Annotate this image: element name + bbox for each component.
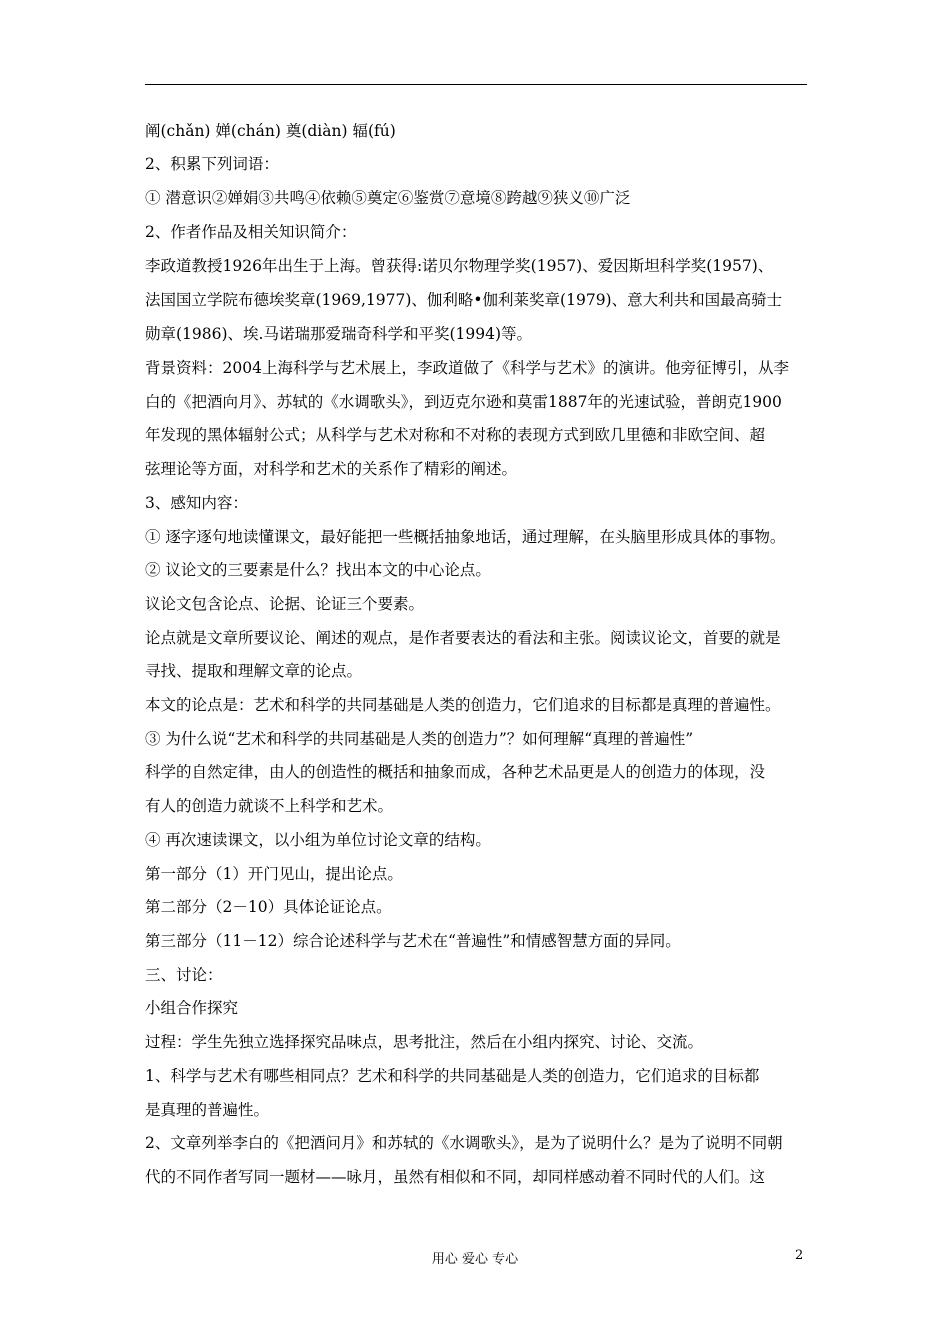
text-line: ① 潜意识②婵娟③共鸣④依赖⑤奠定⑥鉴赏⑦意境⑧跨越⑨狭义⑩广泛: [145, 189, 631, 207]
text-line: 议论文包含论点、论据、论证三个要素。: [145, 595, 425, 613]
text-line: 三、讨论：: [145, 966, 223, 984]
header-rule: [145, 84, 807, 85]
text-line: 2、积累下列词语：: [145, 155, 279, 173]
text-line: 背景资料：2004上海科学与艺术展上，李政道做了《科学与艺术》的演讲。他旁征博引，从李: [145, 359, 789, 377]
text-line: ① 逐字逐句地读懂课文，最好能把一些概括抽象地话，通过理解，在头脑里形成具体的事物。: [145, 528, 786, 546]
text-line: ③ 为什么说“艺术和科学的共同基础是人类的创造力”？如何理解“真理的普遍性”: [145, 730, 694, 748]
text-line: 本文的论点是：艺术和科学的共同基础是人类的创造力，它们追求的目标都是真理的普遍性。: [145, 696, 781, 714]
text-line: 过程：学生先独立选择探究品味点，思考批注，然后在小组内探究、讨论、交流。: [145, 1033, 704, 1051]
text-line: 第三部分（11－12）综合论述科学与艺术在“普遍性”和情感智慧方面的异同。: [145, 932, 681, 950]
text-line: 小组合作探究: [145, 999, 239, 1017]
page-footer: [0, 1248, 950, 1268]
text-line: 第二部分（2－10）具体论证论点。: [145, 898, 392, 916]
text-line: 是真理的普遍性。: [145, 1101, 270, 1119]
text-line: ④ 再次速读课文，以小组为单位讨论文章的结构。: [145, 831, 491, 849]
page-number: 2: [795, 1248, 804, 1263]
text-line: 弦理论等方面，对科学和艺术的关系作了精彩的阐述。: [145, 460, 518, 478]
footer-motto: 用心 爱心 专心: [431, 1252, 519, 1267]
text-line: 李政道教授1926年出生于上海。曾获得:诺贝尔物理学奖(1957)、爱因斯坦科学奖(1957)、: [145, 257, 774, 275]
text-line: 1、科学与艺术有哪些相同点？艺术和科学的共同基础是人类的创造力，它们追求的目标都: [145, 1067, 760, 1085]
text-line: ② 议论文的三要素是什么？找出本文的中心论点。: [145, 561, 491, 579]
text-line: 2、作者作品及相关知识简介：: [145, 223, 357, 241]
text-line: 寻找、提取和理解文章的论点。: [145, 662, 363, 680]
text-line: 科学的自然定律，由人的创造性的概括和抽象而成，各种艺术品更是人的创造力的体现，没: [145, 763, 766, 781]
text-line: 3、感知内容：: [145, 494, 248, 512]
text-line: 论点就是文章所要议论、阐述的观点，是作者要表达的看法和主张。阅读议论文，首要的就是: [145, 629, 781, 647]
text-line: 法国国立学院布德埃奖章(1969,1977)、伽利略•伽利莱奖章(1979)、意大利共和国最高骑士: [145, 291, 783, 309]
text-line: 白的《把酒向月》、苏轼的《水调歌头》，到迈克尔逊和莫雷1887年的光速试验，普朗克1900: [145, 393, 782, 411]
text-line: 代的不同作者写同一题材——咏月，虽然有相似和不同，却同样感动着不同时代的人们。这: [145, 1168, 766, 1186]
text-line: 勋章(1986)、埃.马诺瑞那爱瑞奇科学和平奖(1994)等。: [145, 325, 533, 343]
text-line: 有人的创造力就谈不上科学和艺术。: [145, 797, 394, 815]
text-line: 年发现的黑体辐射公式；从科学与艺术对称和不对称的表现方式到欧几里德和非欧空间、超: [145, 426, 766, 444]
pinyin-annotation-line: 阐(chǎn) 婵(chán) 奠(diàn) 辐(fú): [145, 122, 396, 140]
text-line: 第一部分（1）开门见山，提出论点。: [145, 865, 403, 883]
text-line: 2、文章列举李白的《把酒问月》和苏轼的《水调歌头》，是为了说明什么？是为了说明不同朝: [145, 1134, 783, 1152]
